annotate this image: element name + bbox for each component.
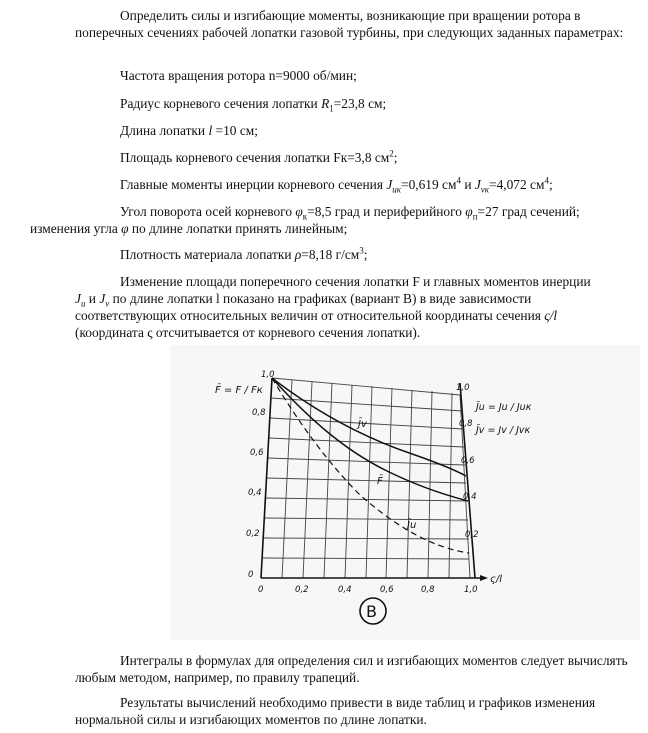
param-root-radius: Радиус корневого сечения лопатки $R_1=23,8$ см; (120, 96, 387, 114)
svg-text:1,0: 1,0 (464, 585, 478, 595)
x-tick-labels (258, 585, 478, 595)
svg-text:0,4: 0,4 (248, 488, 262, 498)
svg-text:0: 0 (248, 570, 254, 580)
chart-figure-variant-b (170, 345, 640, 640)
svg-text:0,8: 0,8 (459, 419, 473, 429)
param-blade-length: Длина лопатки l =10 см; (120, 123, 258, 138)
svg-text:0,8: 0,8 (252, 408, 266, 418)
svg-text:0,2: 0,2 (465, 530, 479, 540)
param-density: Плотность материала лопатки ρ=8,18 $г/см^3$; (120, 245, 368, 262)
param-rotor-speed: Частота вращения ротора n=9000 об/мин; (120, 68, 357, 83)
curve-label-f: F̄ (377, 476, 383, 487)
svg-text:0,4: 0,4 (338, 585, 352, 595)
axes (261, 378, 480, 578)
svg-text:0,6: 0,6 (380, 585, 394, 595)
left-axis-label: F̄ = F / Fк (215, 385, 263, 396)
variation-paragraph: Изменение площади поперечного сечения лопатки F и главных моментов инерции $J_u$ и $J_v$ по длине лопатки l показано на графиках (вариант В) в виде зависимости соответствующих относительных величин от относительной координаты сечения ς/l (координата ς отсчитывается от корневого сечения лопатки). (75, 274, 591, 340)
x-axis-arrow-icon (480, 575, 488, 581)
variant-badge: B (366, 602, 377, 621)
curve-ju (272, 378, 469, 553)
svg-text:0,2: 0,2 (295, 585, 309, 595)
chart-svg (170, 345, 640, 640)
svg-text:0,2: 0,2 (246, 529, 260, 539)
param-root-area: Площадь корневого сечения лопатки Fк=3,8 $см^2$; (120, 148, 398, 165)
param-inertia: Главные моменты инерции корневого сечения $J_{uк}=0,619$ $см^4$ и $J_{vк}=4,072$ $см^4$; (120, 175, 553, 195)
curve-label-ju: J̄u (407, 520, 417, 531)
svg-text:0,6: 0,6 (461, 456, 475, 466)
param-angle: Угол поворота осей корневого $\varphi_к=8,5$ град и периферийного $\varphi_п=27$ град сечений; изменения угла φ по длине лопатки принять линейным; (30, 204, 580, 236)
conclusion-paragraph-2: Результаты вычислений необходимо привести в виде таблиц и графиков изменения нормальной силы и изгибающих моментов по длине лопатки. (75, 695, 596, 727)
x-axis-label: ς/l (490, 574, 503, 585)
intro-paragraph: Определить силы и изгибающие моменты, возникающие при вращении ротора в поперечных сечениях рабочей лопатки газовой турбины, при следующих заданных параметрах: (75, 8, 624, 40)
svg-text:0,6: 0,6 (250, 448, 264, 458)
svg-text:1,0: 1,0 (261, 370, 275, 380)
svg-text:1,0: 1,0 (456, 383, 470, 393)
svg-text:0,4: 0,4 (463, 492, 477, 502)
conclusion-paragraph-1: Интегралы в формулах для определения сил и изгибающих моментов следует вычислять любым методом, например, по правилу трапеций. (75, 653, 628, 685)
svg-text:0,8: 0,8 (421, 585, 435, 595)
grid (261, 378, 470, 578)
right-axis-label-jv: J̄v = Jv / Jvк (476, 425, 531, 436)
right-axis-label-ju: J̄u = Ju / Juк (476, 402, 532, 413)
svg-text:0: 0 (258, 585, 264, 595)
curve-label-jv: J̄v (358, 419, 367, 430)
